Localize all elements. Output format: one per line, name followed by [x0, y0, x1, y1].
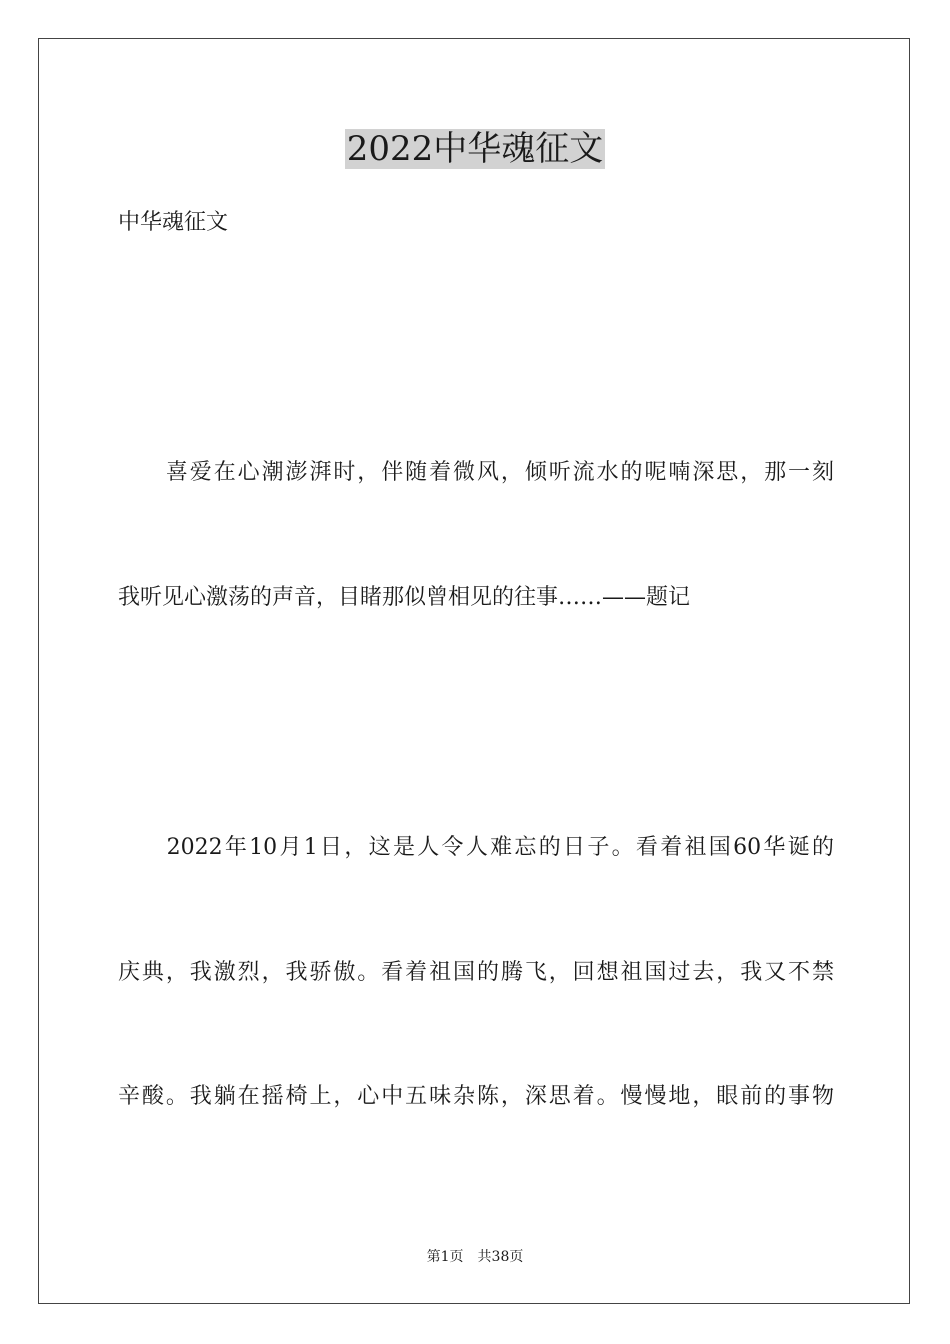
paragraph-line: 庆典，我激烈，我骄傲。看着祖国的腾飞，回想祖国过去，我又不禁: [118, 960, 834, 985]
document-subtitle: 中华魂征文: [118, 210, 229, 235]
paragraph-line: 辛酸。我躺在摇椅上，心中五味杂陈，深思着。慢慢地，眼前的事物: [118, 1084, 834, 1109]
paragraph-line: 2022年10月1日，这是人令人难忘的日子。看着祖国60华诞的: [118, 835, 834, 860]
page-footer: 第1页 共38页: [426, 1249, 524, 1265]
document-title: [0, 126, 950, 172]
paragraph-line: 我听见心激荡的声音，目睹那似曾相见的往事……——题记: [118, 585, 691, 610]
paragraph-line: 喜爱在心潮澎湃时，伴随着微风，倾听流水的呢喃深思，那一刻: [118, 460, 834, 485]
document-title-text: 2022中华魂征文: [346, 129, 604, 169]
